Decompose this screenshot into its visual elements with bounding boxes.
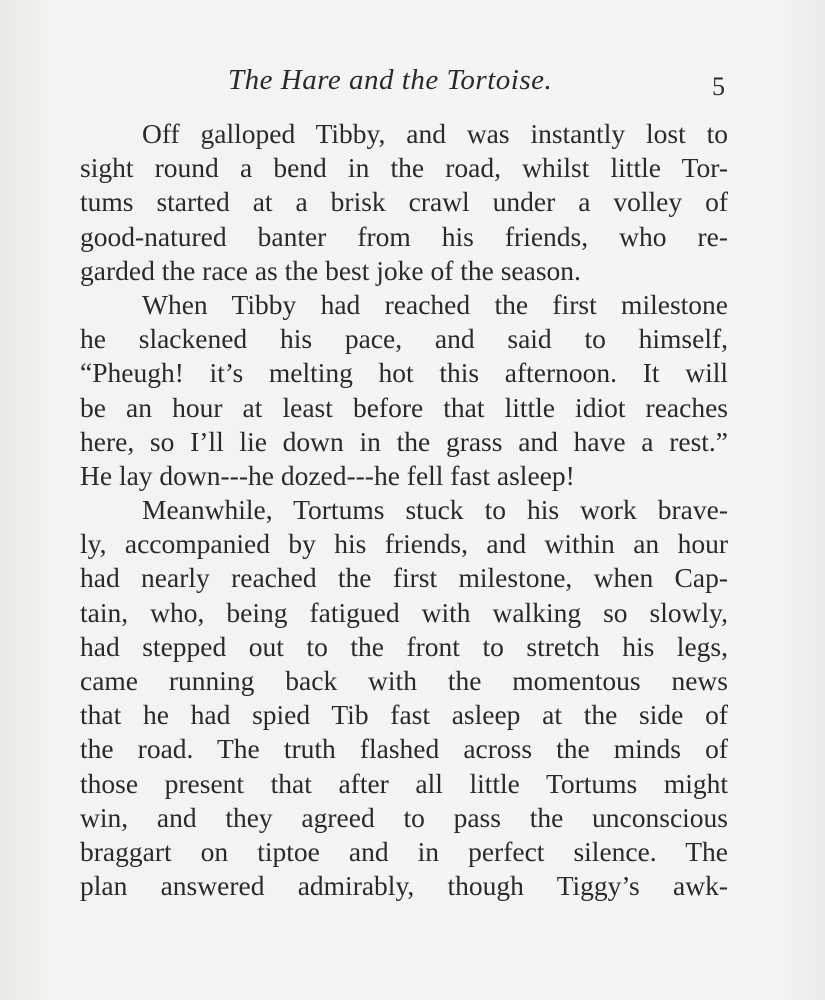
text-line: plan answered admirably, though Tiggy’s awk- <box>80 870 728 902</box>
body-text <box>80 117 728 903</box>
page-number: 5 <box>712 72 725 101</box>
text-line: came running back with the momentous news <box>80 665 728 696</box>
running-title: The Hare and the Tortoise. <box>228 64 553 96</box>
text-line: be an hour at least before that little idiot reaches <box>80 391 728 423</box>
text-line: garded the race as the best joke of the season. <box>80 254 581 286</box>
text-line: had stepped out to the front to stretch his legs, <box>80 630 728 662</box>
text-line: Meanwhile, Tortums stuck to his work brave- <box>142 494 728 526</box>
text-line: win, and they agreed to pass the unconscious <box>80 801 728 833</box>
text-line: that he had spied Tib fast asleep at the side of <box>80 699 728 731</box>
text-line: He lay down---he dozed---he fell fast asleep! <box>80 459 575 491</box>
text-line: “Pheugh! it’s melting hot this afternoon. It will <box>80 357 728 389</box>
text-line: good-natured banter from his friends, who re- <box>80 220 728 252</box>
text-line: sight round a bend in the road, whilst little Tor- <box>80 152 728 184</box>
text-line: tain, who, being fatigued with walking so slowly, <box>80 596 728 628</box>
text-line: braggart on tiptoe and in perfect silence. The <box>80 835 728 867</box>
text-line: here, so I’ll lie down in the grass and have a rest.” <box>80 425 728 457</box>
text-line: Off galloped Tibby, and was instantly lost to <box>142 118 728 149</box>
text-line: ly, accompanied by his friends, and within an hour <box>80 528 728 560</box>
text-line: the road. The truth flashed across the minds of <box>80 733 728 765</box>
text-line: tums started at a brisk crawl under a volley of <box>80 186 728 218</box>
running-head <box>0 64 825 104</box>
text-line: When Tibby had reached the first milestone <box>142 288 728 320</box>
text-line: he slackened his pace, and said to himself, <box>80 323 728 355</box>
text-line: those present that after all little Tortums might <box>80 767 728 799</box>
text-line: had nearly reached the first milestone, when Cap- <box>80 562 728 594</box>
